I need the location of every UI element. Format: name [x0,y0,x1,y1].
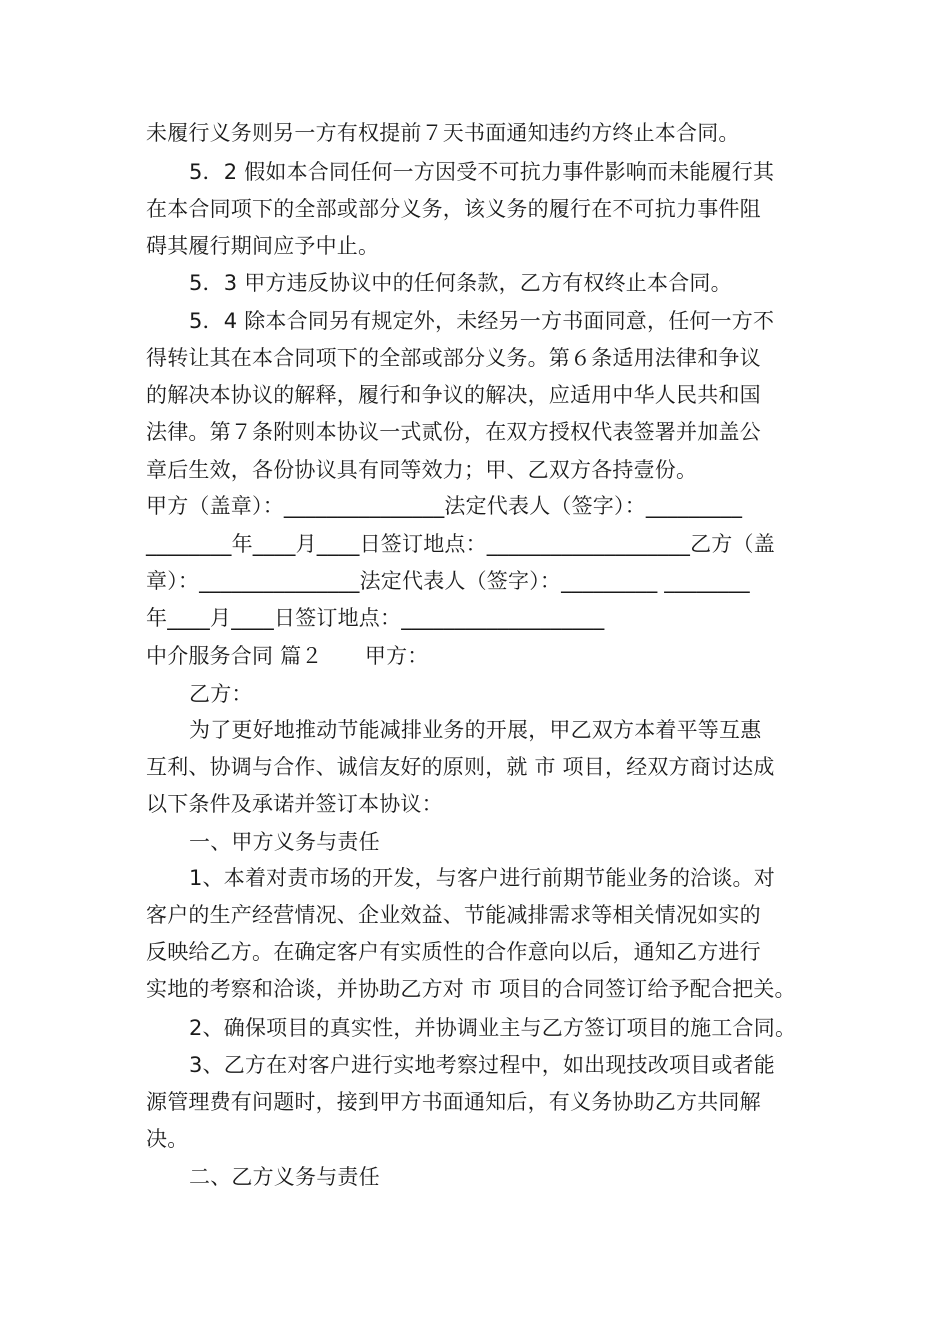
preamble-paragraph: 为了更好地推动节能减排业务的开展，甲乙双方本着平等互惠 [189,718,762,742]
text-line: 未履行义务则另一方有权提前７天书面通知违约方终止本合同。 [146,121,740,145]
clause-5-2: 5．2 假如本合同任何一方因受不可抗力事件影响而未能履行其 [189,160,775,184]
item-1: 1、本着对责市场的开发，与客户进行前期节能业务的洽谈。对 [189,866,775,890]
signature-line: ________年____月____日签订地点：___________________乙方（盖 [146,532,775,556]
text-line: 实地的考察和洽谈，并协助乙方对 市 项目的合同签订给予配合把关。 [146,977,796,1001]
text-line: 反映给乙方。在确定客户有实质性的合作意向以后，通知乙方进行 [146,940,761,964]
text-line: 的解决本协议的解释，履行和争议的解决，应适用中华人民共和国 [146,383,761,407]
text-line: 在本合同项下的全部或部分义务，该义务的履行在不可抗力事件阻 [146,197,761,221]
signature-line: 甲方（盖章）：_______________法定代表人（签字）：_________ [146,494,743,518]
signature-line: 章）：_______________法定代表人（签字）：_________ ________ [146,569,750,593]
text-line: 法律。第７条附则本协议一式贰份，在双方授权代表签署并加盖公 [146,420,761,444]
signature-line: 年____月____日签订地点：___________________ [146,606,605,630]
item-2: 2、确保项目的真实性，并协调业主与乙方签订项目的施工合同。 [189,1016,797,1040]
clause-5-3: 5．3 甲方违反协议中的任何条款，乙方有权终止本合同。 [189,271,732,295]
clause-5-4: 5．4 除本合同另有规定外，未经另一方书面同意，任何一方不 [189,309,775,333]
text-line: 互利、协调与合作、诚信友好的原则，就 市 项目，经双方商讨达成 [146,755,775,779]
item-3: 3、乙方在对客户进行实地考察过程中，如出现技改项目或者能 [189,1053,775,1077]
section-heading: 中介服务合同 篇２ 甲方： [146,644,429,668]
text-line: 章后生效，各份协议具有同等效力；甲、乙双方各持壹份。 [146,458,698,482]
text-line: 以下条件及承诺并签订本协议： [146,792,443,816]
text-line: 客户的生产经营情况、企业效益、节能减排需求等相关情况如实的 [146,903,761,927]
text-line: 源管理费有问题时，接到甲方书面通知后，有义务协助乙方共同解 [146,1090,761,1114]
subsection-heading: 一、甲方义务与责任 [189,830,380,854]
party-b-label: 乙方： [189,682,253,706]
text-line: 决。 [146,1127,189,1151]
subsection-heading: 二、乙方义务与责任 [189,1165,380,1189]
text-line: 碍其履行期间应予中止。 [146,234,380,258]
text-line: 得转让其在本合同项下的全部或部分义务。第６条适用法律和争议 [146,346,761,370]
